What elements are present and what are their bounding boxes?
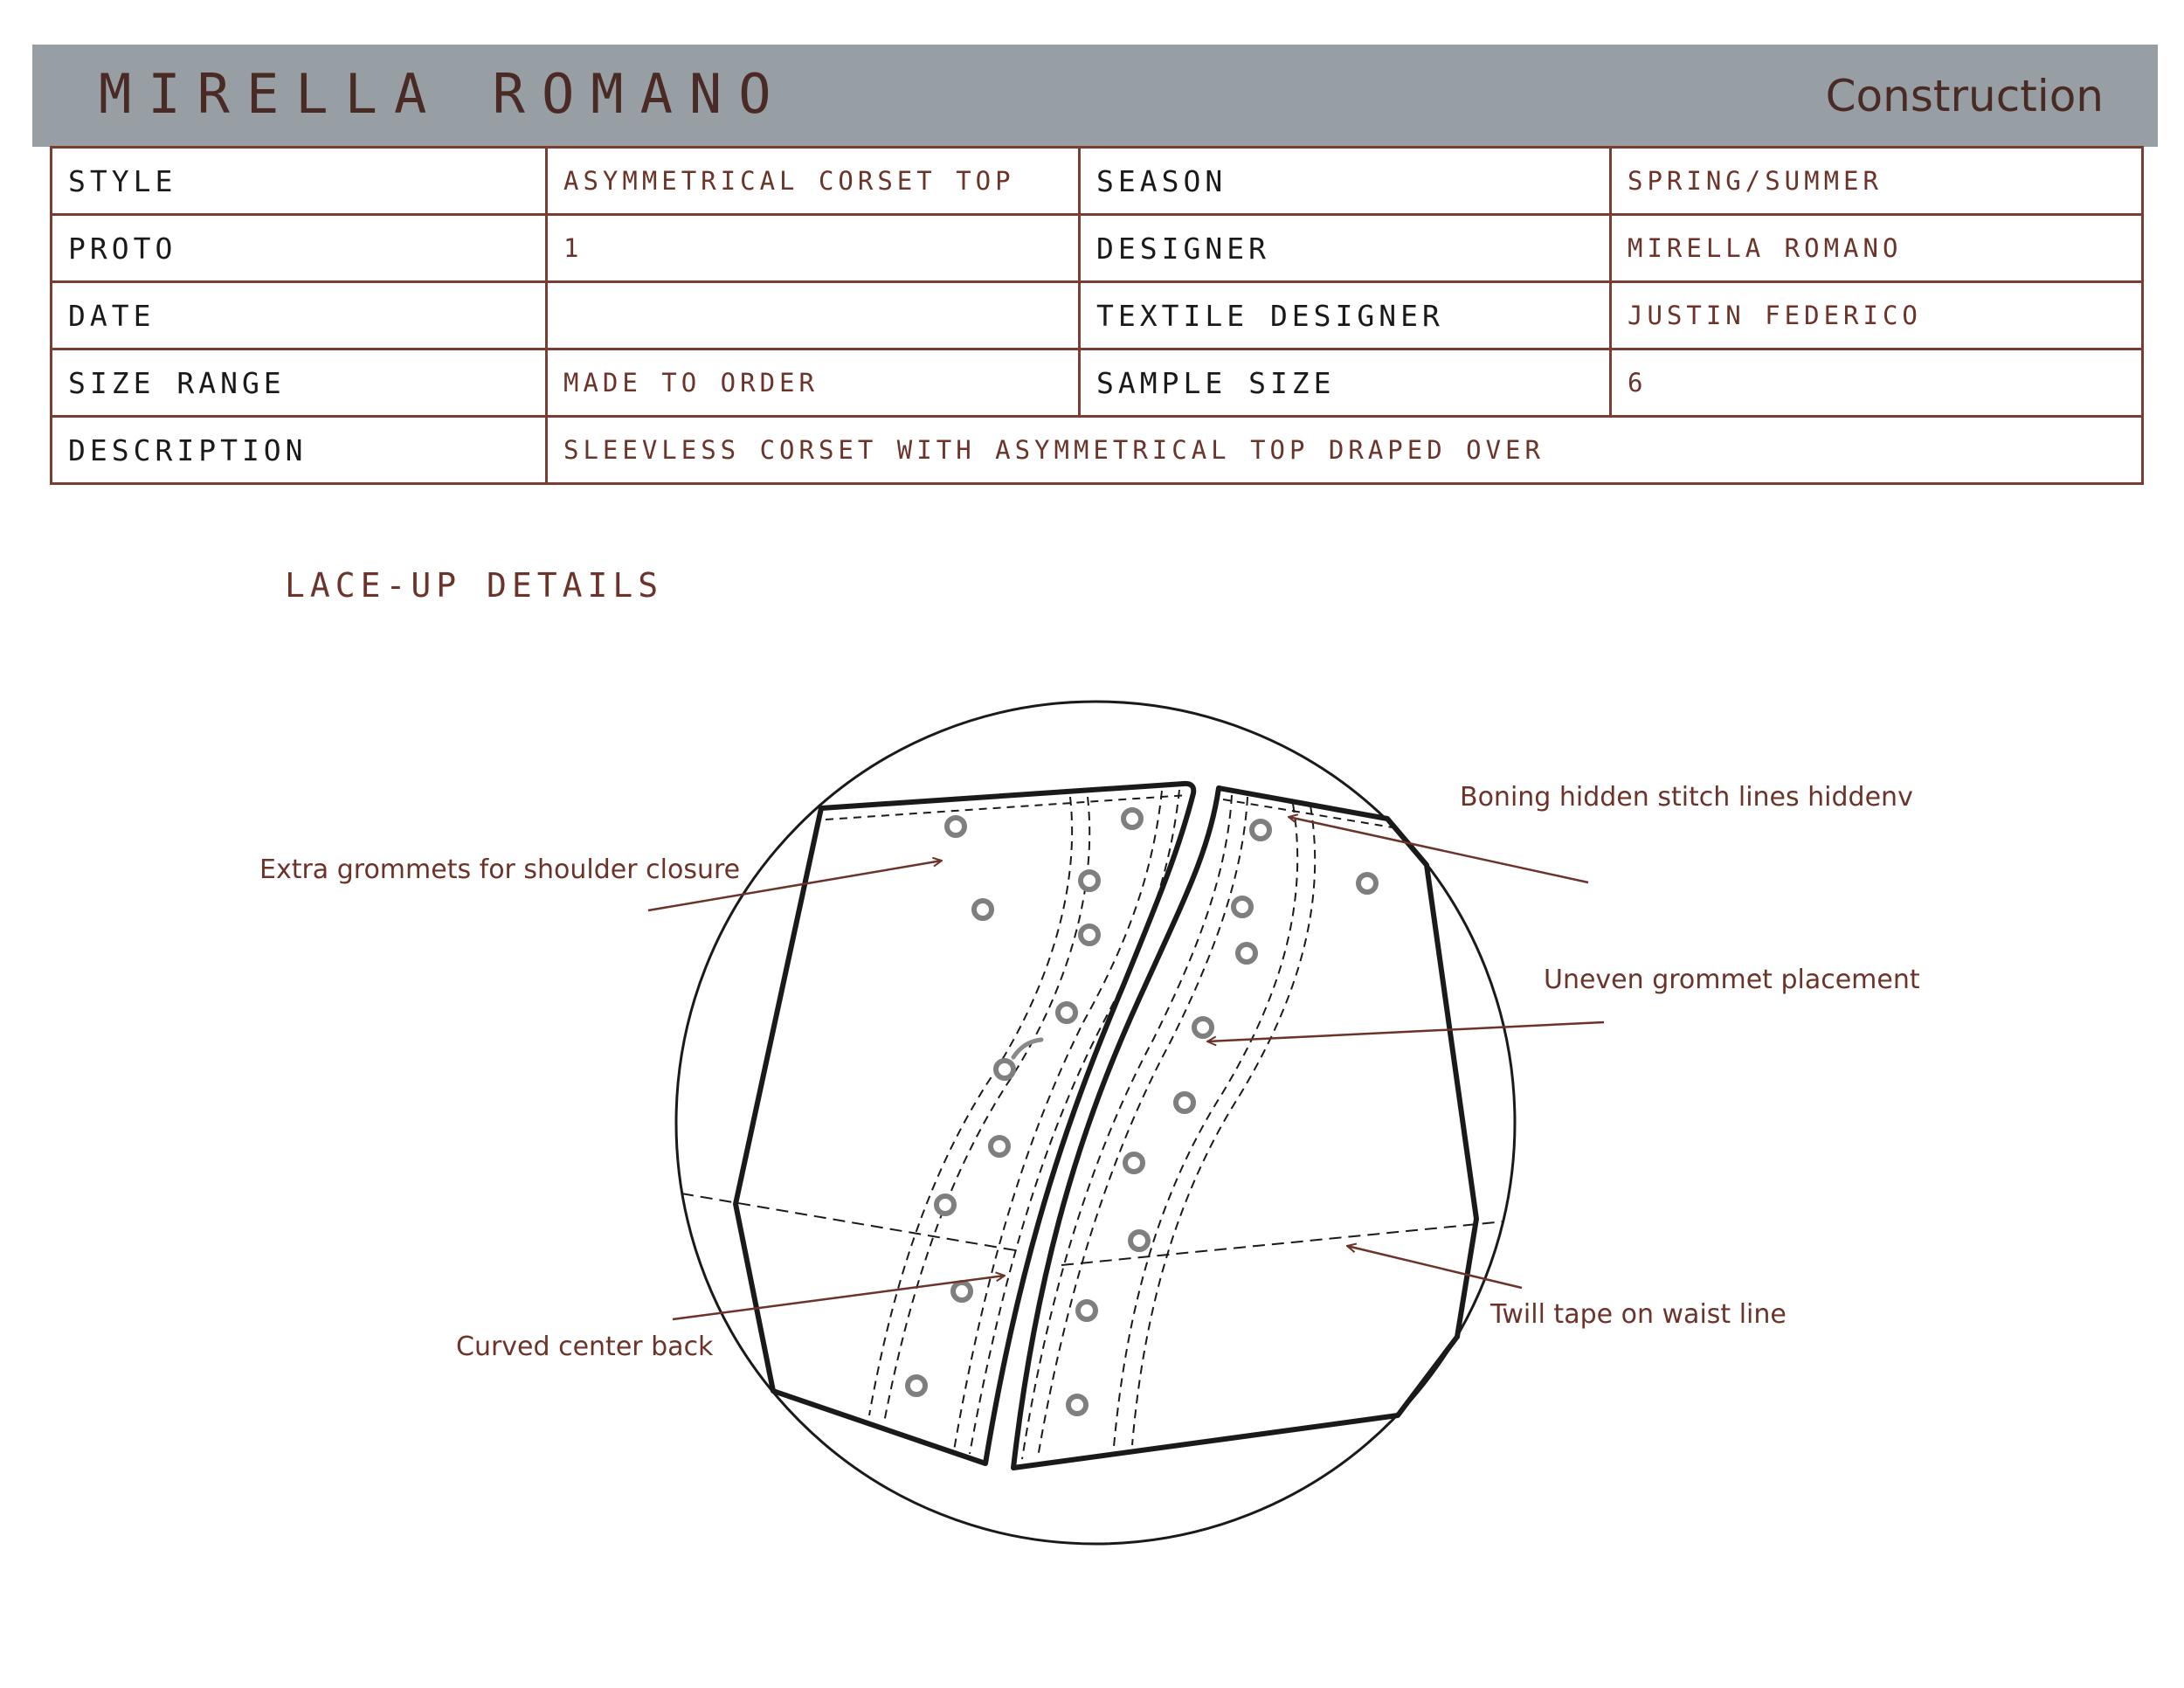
grommet-icon	[1194, 1019, 1212, 1036]
grommet-icon	[1078, 1302, 1095, 1319]
grommet-icon	[991, 1138, 1008, 1155]
grommet-icon	[1238, 944, 1255, 962]
designer-label: DESIGNER	[1080, 215, 1611, 282]
grommet-icon	[1358, 875, 1376, 892]
season-value: SPRING/SUMMER	[1611, 148, 2143, 215]
grommet-icon	[974, 901, 992, 918]
proto-label: PROTO	[52, 215, 547, 282]
grommet-icon	[947, 818, 964, 835]
grommet-icon	[1081, 926, 1098, 944]
callout-twill-tape: Twill tape on waist line	[1490, 1299, 1787, 1330]
description-label: DESCRIPTION	[52, 417, 547, 484]
grommet-icon	[1252, 821, 1269, 839]
designer-value: MIRELLA ROMANO	[1611, 215, 2143, 282]
grommet-icon	[1068, 1396, 1086, 1414]
grommet-icon	[1125, 1154, 1143, 1172]
callout-uneven-grommets: Uneven grommet placement	[1544, 965, 1920, 995]
textile-designer-label: TEXTILE DESIGNER	[1080, 282, 1611, 349]
grommet-icon	[1176, 1094, 1193, 1111]
grommet-icon	[1130, 1232, 1148, 1249]
grommet-icon	[908, 1377, 925, 1394]
description-value: SLEEVLESS CORSET WITH ASYMMETRICAL TOP DRAPED OVER	[547, 417, 2143, 484]
grommet-icon	[1123, 810, 1141, 827]
callout-boning: Boning hidden stitch lines hiddenv	[1460, 782, 1913, 813]
grommet-icon	[953, 1283, 971, 1300]
sample-size-value: 6	[1611, 349, 2143, 417]
page-type: Construction	[1825, 71, 2104, 121]
callout-curved-back: Curved center back	[456, 1332, 714, 1362]
sample-size-label: SAMPLE SIZE	[1080, 349, 1611, 417]
grommet-icon	[1058, 1004, 1075, 1021]
size-range-value: MADE TO ORDER	[547, 349, 1080, 417]
grommet-icon	[936, 1196, 954, 1214]
callout-extra-grommets: Extra grommets for shoulder closure	[259, 854, 741, 885]
style-value: ASYMMETRICAL CORSET TOP	[547, 148, 1080, 215]
grommet-icon	[996, 1061, 1013, 1078]
proto-value: 1	[547, 215, 1080, 282]
size-range-label: SIZE RANGE	[52, 349, 547, 417]
grommet-icon	[1234, 898, 1251, 916]
style-label: STYLE	[52, 148, 547, 215]
textile-designer-value: JUSTIN FEDERICO	[1611, 282, 2143, 349]
brand-name: MIRELLA ROMANO	[99, 62, 788, 126]
date-label: DATE	[52, 282, 547, 349]
season-label: SEASON	[1080, 148, 1611, 215]
grommet-icon	[1081, 872, 1098, 889]
section-title: LACE-UP DETAILS	[285, 566, 664, 605]
